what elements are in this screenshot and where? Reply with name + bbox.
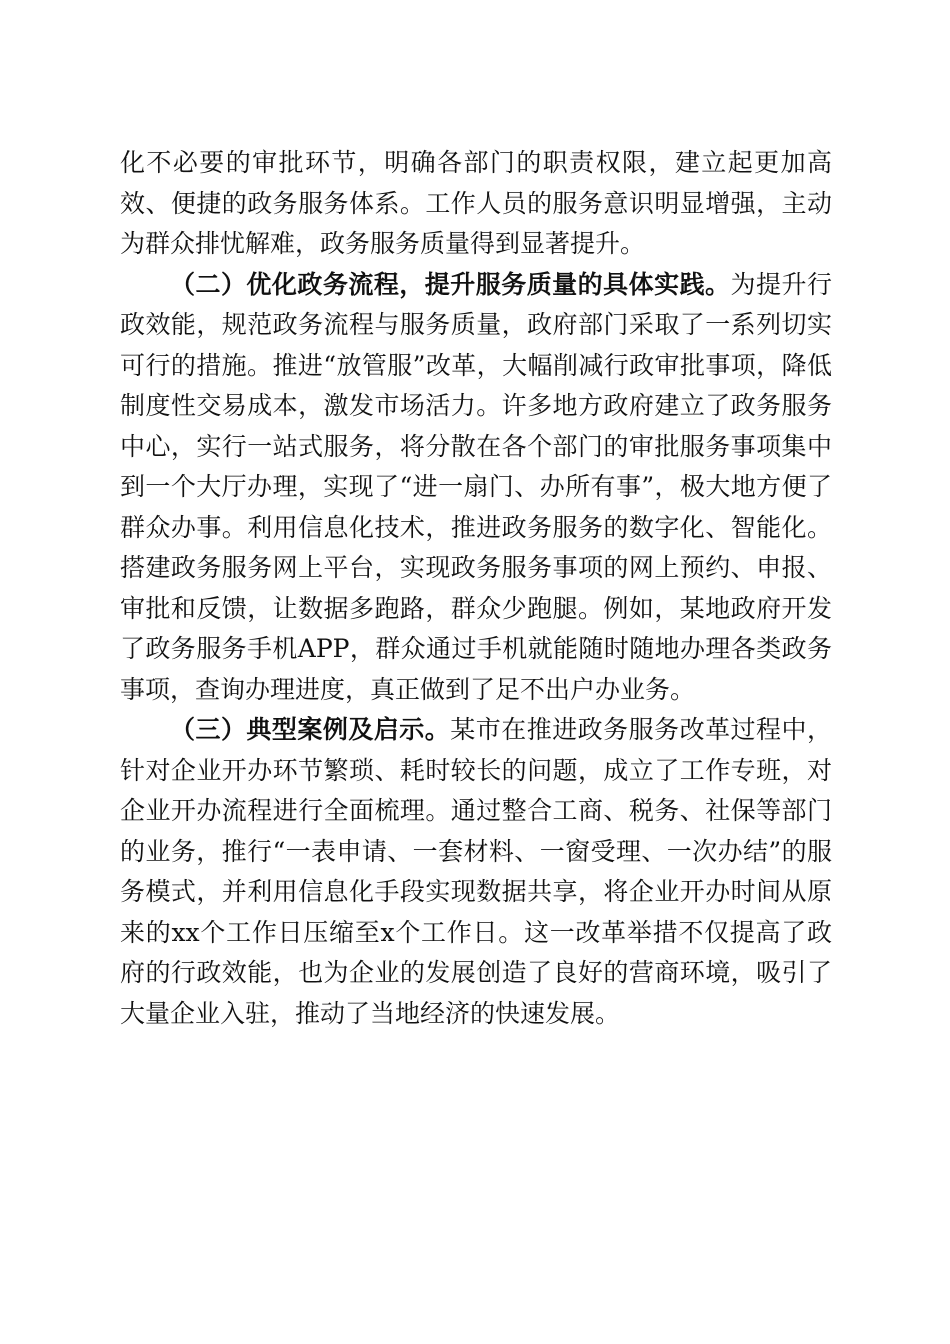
section-2-body: 为提升行政效能，规范政务流程与服务质量，政府部门采取了一系列切实可行的措施。推进“放管服”改革，大幅削减行政审批事项，降低制度性交易成本，激发市场活力。许多地方政府建立了政务服务中心，实行一站式服务，将分散在各个部门的审批服务事项集中到一个大厅办理，实现了“进一扇门、办所有事”，极大地方便了群众办事。利用信息化技术，推进政务服务的数字化、智能化。搭建政务服务网上平台，实现政务服务事项的网上预约、申报、审批和反馈，让数据多跑路，群众少跑腿。例如，某地政府开发了政务服务手机APP，群众通过手机就能随时随地办理各类政务事项，查询办理进度，真正做到了足不出户办业务。 [120, 269, 832, 704]
section-3-body: 某市在推进政务服务改革过程中，针对企业开办环节繁琐、耗时较长的问题，成立了工作专班，对企业开办流程进行全面梳理。通过整合工商、税务、社保等部门的业务，推行“一表申请、一套材料、一窗受理、一次办结”的服务模式，并利用信息化手段实现数据共享，将企业开办时间从原来的xx个工作日压缩至x个工作日。这一改革举措不仅提高了政府的行政效能，也为企业的发展创造了良好的营商环境，吸引了大量企业入驻，推动了当地经济的快速发展。 [120, 715, 832, 1028]
section-3-paragraph [120, 710, 832, 1034]
document-body [120, 143, 832, 1034]
section-2-paragraph [120, 265, 832, 711]
section-2-heading: （二）优化政务流程，提升服务质量的具体实践。 [170, 269, 731, 299]
section-3-heading: （三）典型案例及启示。 [170, 715, 451, 744]
paragraph-continued: 化不必要的审批环节，明确各部门的职责权限，建立起更加高效、便捷的政务服务体系。工作人员的服务意识明显增强，主动为群众排忧解难，政务服务质量得到显著提升。 [120, 148, 832, 258]
